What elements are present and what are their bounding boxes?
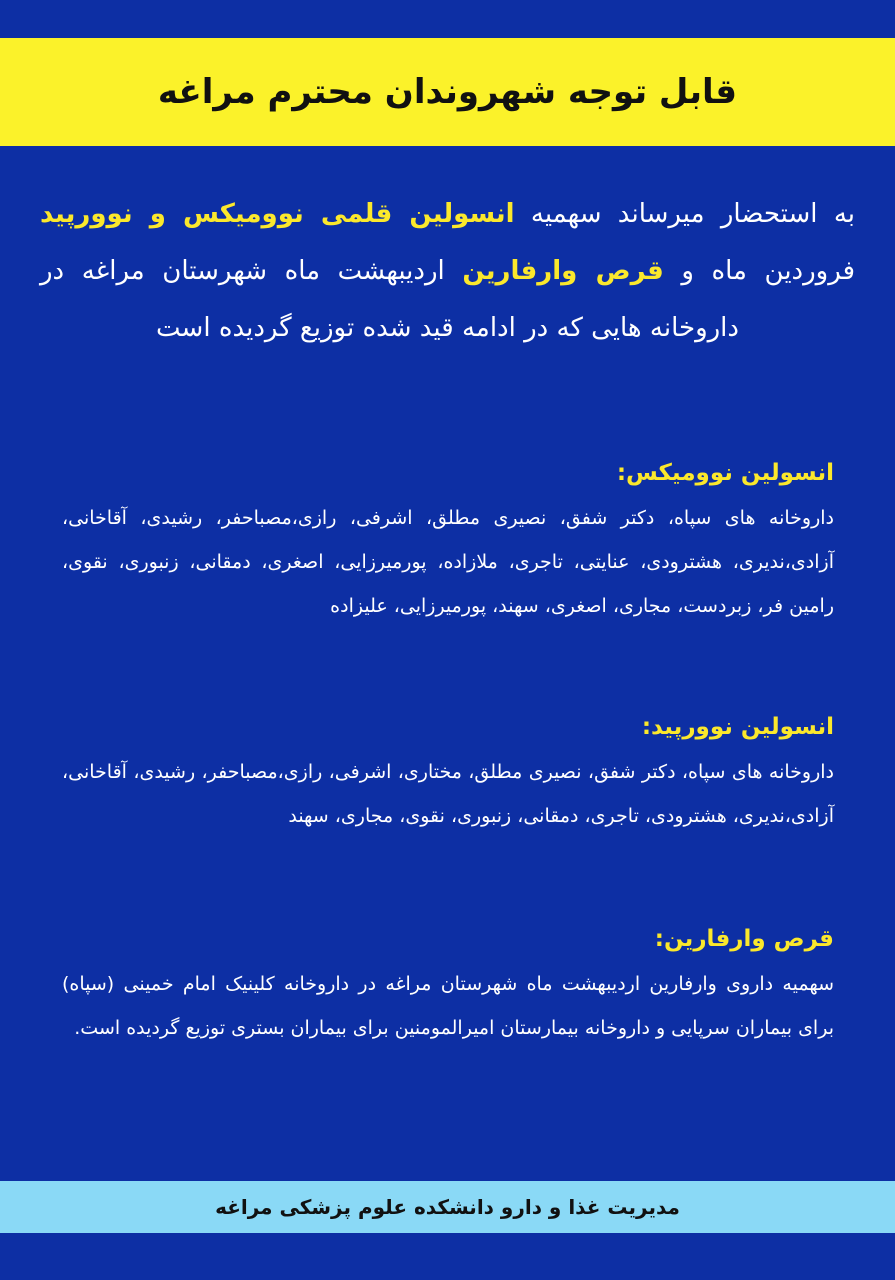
section-title-warfarin: قرص وارفارین: (654, 926, 834, 952)
section-body-novorapid: داروخانه های سپاه، دکتر شفق، نصیری مطلق، مختاری، اشرفی، رازی،مصباحفر، رشیدی، آقاخانی، آزادی،ندیری، هشترودی، تاجری، دمقانی، زنبوری، نقوی، مجاری، سهند (62, 761, 834, 827)
intro-text-2: فروردین ماه و (663, 256, 856, 286)
intro-highlight-warfarin: قرص وارفارین (462, 256, 664, 286)
header-banner (0, 38, 895, 146)
intro-text-3: اردیبهشت ماه شهرستان مراغه در داروخانه هایی که در ادامه قید شده توزیع گردیده است (40, 256, 739, 343)
footer-banner (0, 1181, 895, 1233)
section-body-warfarin: سهمیه داروی وارفارین اردیبهشت ماه شهرستان مراغه در داروخانه کلینیک امام خمینی (سپاه) برای بیماران سرپایی و داروخانه بیمارستان امیرالمومنین برای بیماران بستری توزیع گردیده است. (62, 973, 834, 1039)
section-title-novorapid: انسولین نوورپید: (641, 714, 834, 740)
intro-text-1: به استحضار میرساند سهمیه (514, 199, 855, 229)
section-warfarin (62, 922, 834, 1050)
page-title: قابل توجه شهروندان محترم مراغه (157, 72, 738, 112)
intro-highlight-insulin: انسولین قلمی نوومیکس و نوورپید (40, 199, 515, 229)
intro-paragraph (40, 186, 855, 357)
section-novorapid (62, 710, 834, 838)
footer-text: مدیریت غذا و دارو دانشکده علوم پزشکی مراغه (215, 1195, 680, 1219)
section-novomix (62, 456, 834, 628)
section-title-novomix: انسولین نوومیکس: (616, 460, 834, 486)
section-body-novomix: داروخانه های سپاه، دکتر شفق، نصیری مطلق، اشرفی، رازی،مصباحفر، رشیدی، آقاخانی، آزادی،ندیری، هشترودی، عنایتی، تاجری، ملازاده، پورمیرزایی، اصغری، دمقانی، زنبوری، نقوی، رامین فر، زبردست، مجاری، اصغری، سهند، پورمیرزایی، علیزاده (62, 507, 834, 617)
